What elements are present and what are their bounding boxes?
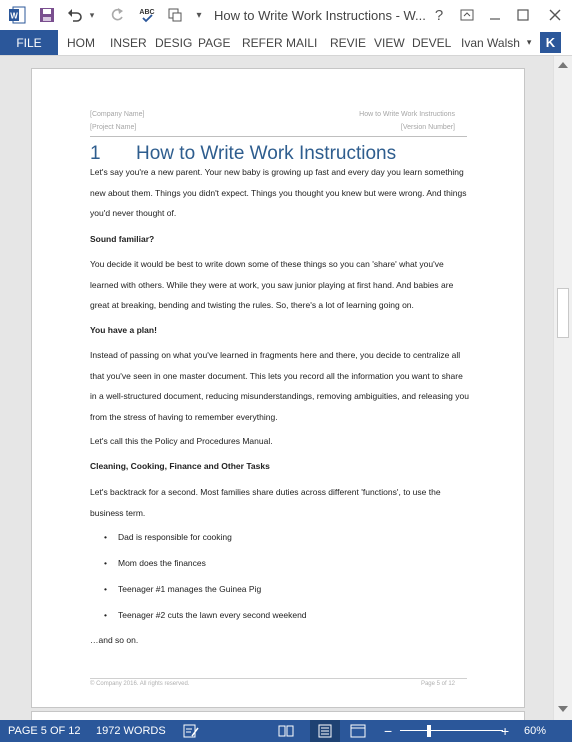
paragraph-6: …and so on. xyxy=(90,635,139,645)
svg-text:ABC: ABC xyxy=(139,9,155,16)
heading-text: How to Write Work Instructions xyxy=(136,143,397,164)
paragraph-2: You decide it would be best to write down some of these things so you can 'share' what you've learned with others. While they were at work, you saw junior playing at first hand. And babies are great at breaking, bending and twisting the rules. So, there's a lot of learning going on. xyxy=(90,259,454,311)
tab-references[interactable]: REFER xyxy=(242,35,283,50)
word-count[interactable]: 1972 WORDS xyxy=(96,725,166,737)
zoom-level[interactable]: 60% xyxy=(524,725,547,737)
spelling-icon[interactable] xyxy=(134,0,160,30)
vertical-scrollbar[interactable] xyxy=(553,56,572,720)
bullet-icon: • xyxy=(104,610,107,620)
bullet-icon: • xyxy=(104,558,107,568)
tab-home[interactable]: HOM xyxy=(67,35,95,50)
zoom-slider-thumb[interactable] xyxy=(427,725,431,737)
proofing-icon[interactable] xyxy=(183,720,199,742)
tab-developer[interactable]: DEVEL xyxy=(412,35,452,50)
header-project: [Project Name] xyxy=(90,124,137,131)
header-version: [Version Number] xyxy=(400,124,455,131)
help-icon[interactable]: ? xyxy=(434,6,444,24)
undo-dropdown-icon[interactable]: ▾ xyxy=(89,9,95,20)
title-bar xyxy=(0,0,572,30)
svg-text:W: W xyxy=(10,11,18,21)
tab-page-layout[interactable]: PAGE xyxy=(198,35,231,50)
tab-design[interactable]: DESIG xyxy=(155,35,193,50)
zoom-slider[interactable] xyxy=(400,730,503,731)
header-title: How to Write Work Instructions xyxy=(359,111,455,118)
user-dropdown-icon: ▾ xyxy=(526,37,532,47)
web-layout-icon[interactable] xyxy=(350,720,366,742)
tab-view[interactable]: VIEW xyxy=(374,35,405,50)
redo-icon[interactable] xyxy=(104,0,130,30)
next-page[interactable] xyxy=(31,711,525,720)
bullet-icon: • xyxy=(104,584,107,594)
ribbon-tabs xyxy=(0,30,572,56)
list-item: • Teenager #2 cuts the lawn every second weekend xyxy=(104,610,307,620)
save-icon[interactable] xyxy=(34,0,60,30)
status-bar xyxy=(0,720,572,742)
zoom-in-button[interactable]: + xyxy=(501,723,510,739)
maximize-icon[interactable] xyxy=(506,0,540,30)
list-item: • Teenager #1 manages the Guinea Pig xyxy=(104,584,262,594)
window-title: How to Write Work Instructions - W... xyxy=(214,8,426,23)
paragraph-1: Let's say you're a new parent. Your new baby is growing up fast and every day you learn something new about them. Things you didn't expect. Things you thought you knew but were wrong. And things you'd never thought of. xyxy=(90,167,467,219)
paragraph-3: Instead of passing on what you've learned in fragments here and there, you decide to centralize all that you've seen in one master document. This lets you record all the information you want to share in a well-structured document, reducing misunderstandings, removing ambiguities, and releasing you from the stress of having to remember everything. xyxy=(90,350,469,422)
word-icon[interactable] xyxy=(4,0,30,30)
subheading-sound-familiar: Sound familiar? xyxy=(90,234,155,244)
bullet-icon: • xyxy=(104,532,107,542)
avatar[interactable]: K xyxy=(540,32,561,53)
user-name: Ivan Walsh xyxy=(461,35,520,50)
close-icon[interactable] xyxy=(538,0,572,30)
list-item: • Mom does the finances xyxy=(104,558,206,568)
undo-icon[interactable] xyxy=(62,0,88,30)
subheading-tasks: Cleaning, Cooking, Finance and Other Tasks xyxy=(90,461,270,471)
page-counter[interactable]: PAGE 5 OF 12 xyxy=(8,725,81,737)
header-company: [Company Name] xyxy=(90,111,145,118)
scroll-up-icon[interactable] xyxy=(558,62,568,68)
tab-file[interactable]: FILE xyxy=(0,30,58,55)
paragraph-4: Let's call this the Policy and Procedures Manual. xyxy=(90,436,273,446)
customize-qat-icon[interactable]: ▾ xyxy=(196,9,202,21)
subheading-you-have-a-plan: You have a plan! xyxy=(90,325,157,335)
heading-number: 1 xyxy=(90,143,101,164)
tab-mailings[interactable]: MAILI xyxy=(286,35,318,50)
scrollbar-thumb[interactable] xyxy=(557,288,569,338)
print-layout-icon[interactable] xyxy=(310,720,340,742)
scroll-down-icon[interactable] xyxy=(558,706,568,712)
tab-review[interactable]: REVIE xyxy=(330,35,367,50)
document-page[interactable] xyxy=(31,68,525,708)
tab-insert[interactable]: INSER xyxy=(110,35,147,50)
footer-divider xyxy=(90,678,467,679)
list-item: • Dad is responsible for cooking xyxy=(104,532,232,542)
touch-mode-icon[interactable] xyxy=(162,0,188,30)
paragraph-5: Let's backtrack for a second. Most families share duties across different 'functions', to use the business term. xyxy=(90,487,441,518)
read-mode-icon[interactable] xyxy=(278,720,294,742)
footer-copyright: © Company 2016. All rights reserved. xyxy=(90,681,190,687)
header-divider xyxy=(90,136,467,137)
footer-page-number: Page 5 of 12 xyxy=(420,681,455,687)
zoom-out-button[interactable]: − xyxy=(384,723,393,739)
document-area xyxy=(0,56,553,720)
user-account[interactable] xyxy=(461,30,531,55)
